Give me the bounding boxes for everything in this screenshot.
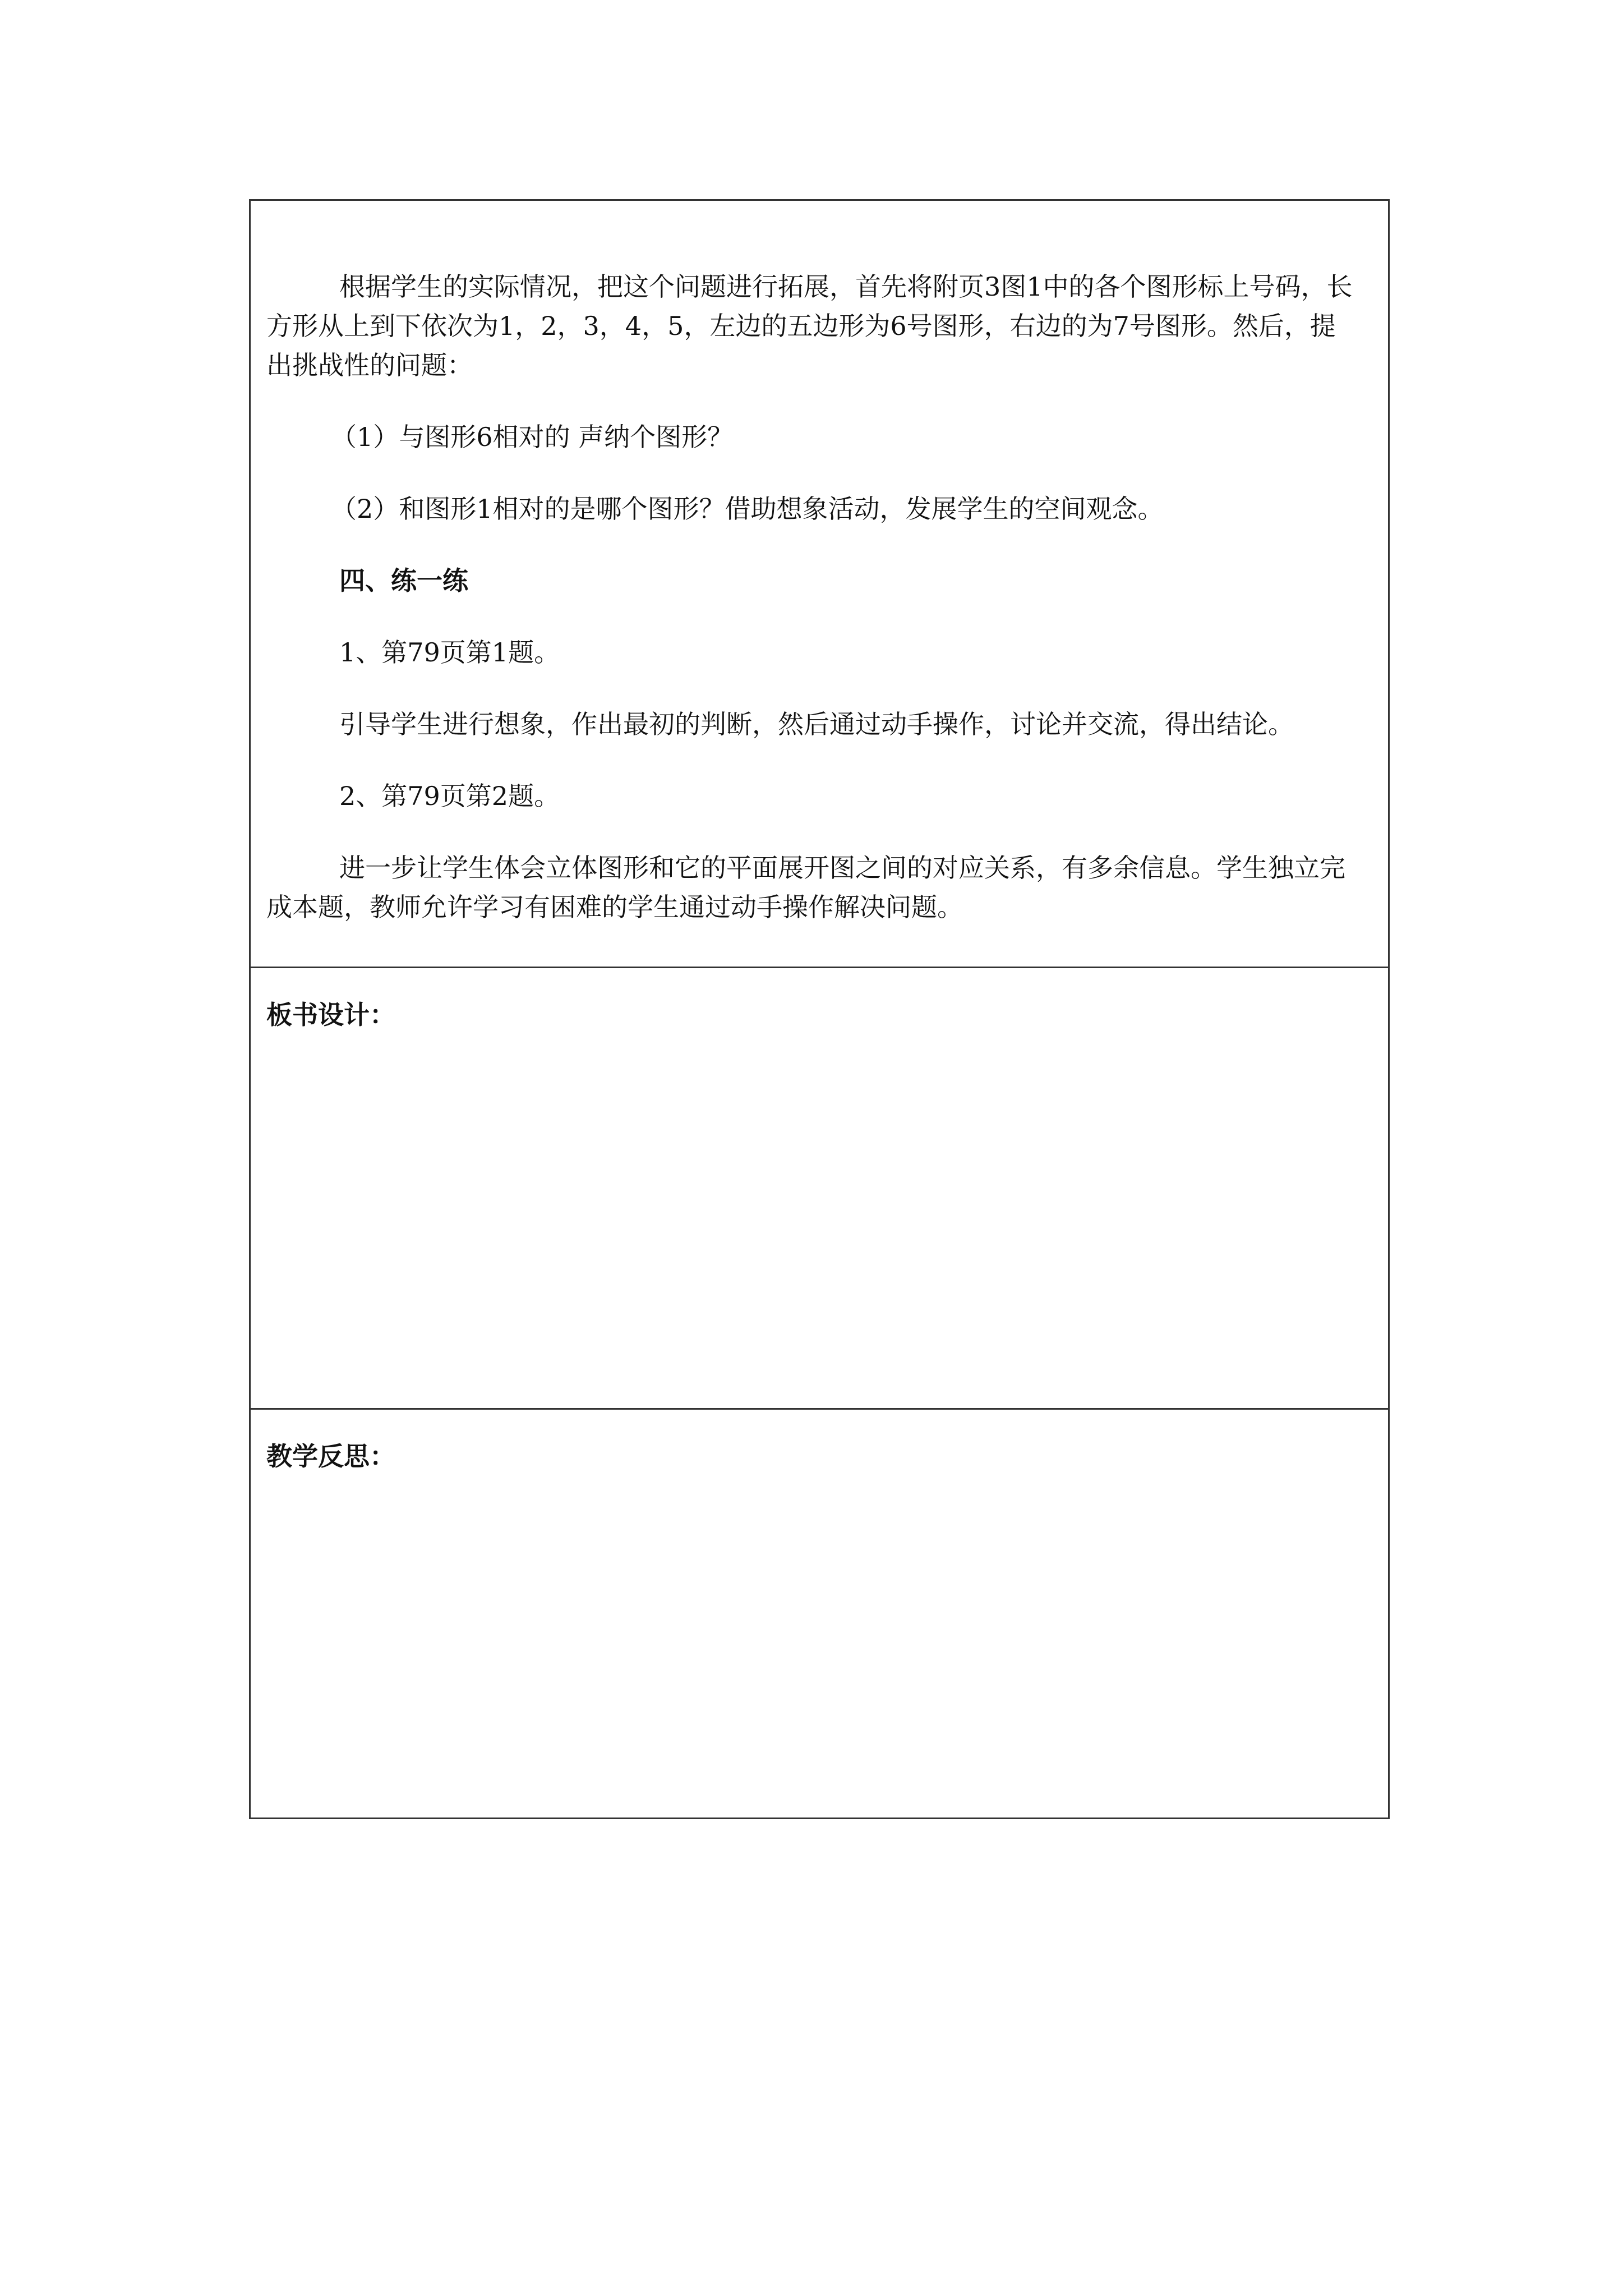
exercise-1-note: 引导学生进行想象，作出最初的判断，然后通过动手操作，讨论并交流，得出结论。	[339, 709, 1294, 739]
exercise-1: 1、第79页第1题。	[339, 637, 560, 668]
paragraph-extension: 根据学生的实际情况，把这个问题进行拓展，首先将附页3图1中的各个图形标上号码，长方形从上到下依次为1，2，3，4，5，左边的五边形为6号图形，右边的为7号图形。然后，提出挑战性的问题：	[266, 272, 1353, 380]
teaching-reflection-label: 教学反思：	[266, 1441, 395, 1471]
question-2: （2）和图形1相对的是哪个图形？借助想象活动，发展学生的空间观念。	[331, 494, 1164, 524]
lesson-plan-table	[249, 199, 1390, 1819]
section-heading-practice: 四、练一练	[339, 565, 468, 596]
exercise-2-note: 进一步让学生体会立体图形和它的平面展开图之间的对应关系，有多余信息。学生独立完成本题，教师允许学习有困难的学生通过动手操作解决问题。	[266, 853, 1345, 922]
lesson-content-cell	[251, 201, 1388, 967]
exercise-2: 2、第79页第2题。	[339, 781, 560, 811]
board-design-label: 板书设计：	[266, 1000, 395, 1030]
question-1: （1）与图形6相对的 声纳个图形？	[331, 422, 734, 452]
teaching-reflection-cell	[251, 1408, 1388, 1818]
board-design-cell	[251, 967, 1388, 1408]
